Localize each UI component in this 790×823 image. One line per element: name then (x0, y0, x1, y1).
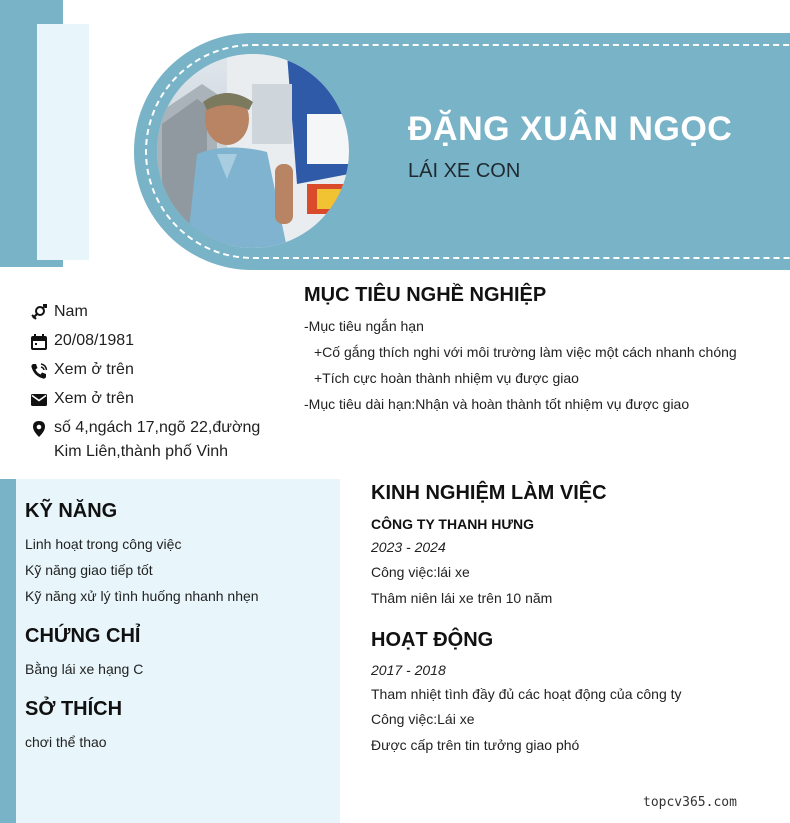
gender-icon (30, 304, 48, 322)
phone-icon (30, 362, 48, 380)
email-value: Xem ở trên (54, 390, 134, 407)
watermark: topcv365.com (643, 795, 737, 810)
certificates-heading: CHỨNG CHỈ (25, 625, 141, 647)
job-title: LÁI XE CON (408, 160, 521, 182)
skill-item: Kỹ năng giao tiếp tốt (25, 562, 153, 578)
objective-line: -Mục tiêu ngắn hạn (304, 318, 424, 334)
header-left-panel (37, 24, 89, 260)
birthdate-value: 20/08/1981 (54, 332, 135, 349)
location-pin-icon (30, 420, 48, 438)
gender-row (30, 303, 88, 324)
skill-item: Kỹ năng xử lý tình huống nhanh nhẹn (25, 588, 259, 604)
hobby-item: chơi thể thao (25, 734, 107, 750)
objective-line: +Cố gắng thích nghi với môi trường làm việc một cách nhanh chóng (314, 344, 737, 360)
lower-left-panel (16, 479, 340, 823)
experience-line: Công việc:lái xe (371, 564, 470, 580)
experience-period: 2023 - 2024 (371, 539, 446, 555)
hobbies-heading: SỞ THÍCH (25, 698, 123, 720)
address-value (54, 416, 260, 464)
activities-heading: HOẠT ĐỘNG (371, 629, 494, 651)
experience-line: Thâm niên lái xe trên 10 năm (371, 590, 553, 606)
objective-line: +Tích cực hoàn thành nhiệm vụ được giao (314, 370, 579, 386)
skills-heading: KỸ NĂNG (25, 500, 118, 522)
experience-company: CÔNG TY THANH HƯNG (371, 516, 535, 532)
email-row (30, 390, 134, 411)
activity-line: Được cấp trên tin tưởng giao phó (371, 737, 580, 753)
address-line-1: số 4,ngách 17,ngõ 22,đường (54, 419, 261, 436)
skill-item: Linh hoạt trong công việc (25, 536, 182, 552)
lower-left-accent-bar (0, 479, 16, 823)
activities-period: 2017 - 2018 (371, 662, 446, 678)
phone-value: Xem ở trên (54, 361, 134, 378)
calendar-icon (30, 333, 48, 351)
objective-heading: MỤC TIÊU NGHỀ NGHIỆP (304, 284, 547, 306)
envelope-icon (30, 391, 48, 409)
address-row (30, 419, 260, 464)
experience-heading: KINH NGHIỆM LÀM VIỆC (371, 482, 607, 504)
activity-line: Công việc:Lái xe (371, 711, 475, 727)
address-line-2: Kim Liên,thành phố Vinh (54, 443, 229, 460)
phone-row (30, 361, 134, 382)
profile-photo (157, 54, 349, 248)
birthdate-row (30, 332, 134, 353)
gender-value: Nam (54, 303, 88, 320)
objective-line: -Mục tiêu dài hạn:Nhận và hoàn thành tốt nhiệm vụ được giao (304, 396, 690, 412)
certificate-item: Bằng lái xe hạng C (25, 661, 144, 677)
candidate-name: ĐẶNG XUÂN NGỌC (408, 110, 733, 148)
activity-line: Tham nhiệt tình đầy đủ các hoạt động của công ty (371, 686, 682, 702)
